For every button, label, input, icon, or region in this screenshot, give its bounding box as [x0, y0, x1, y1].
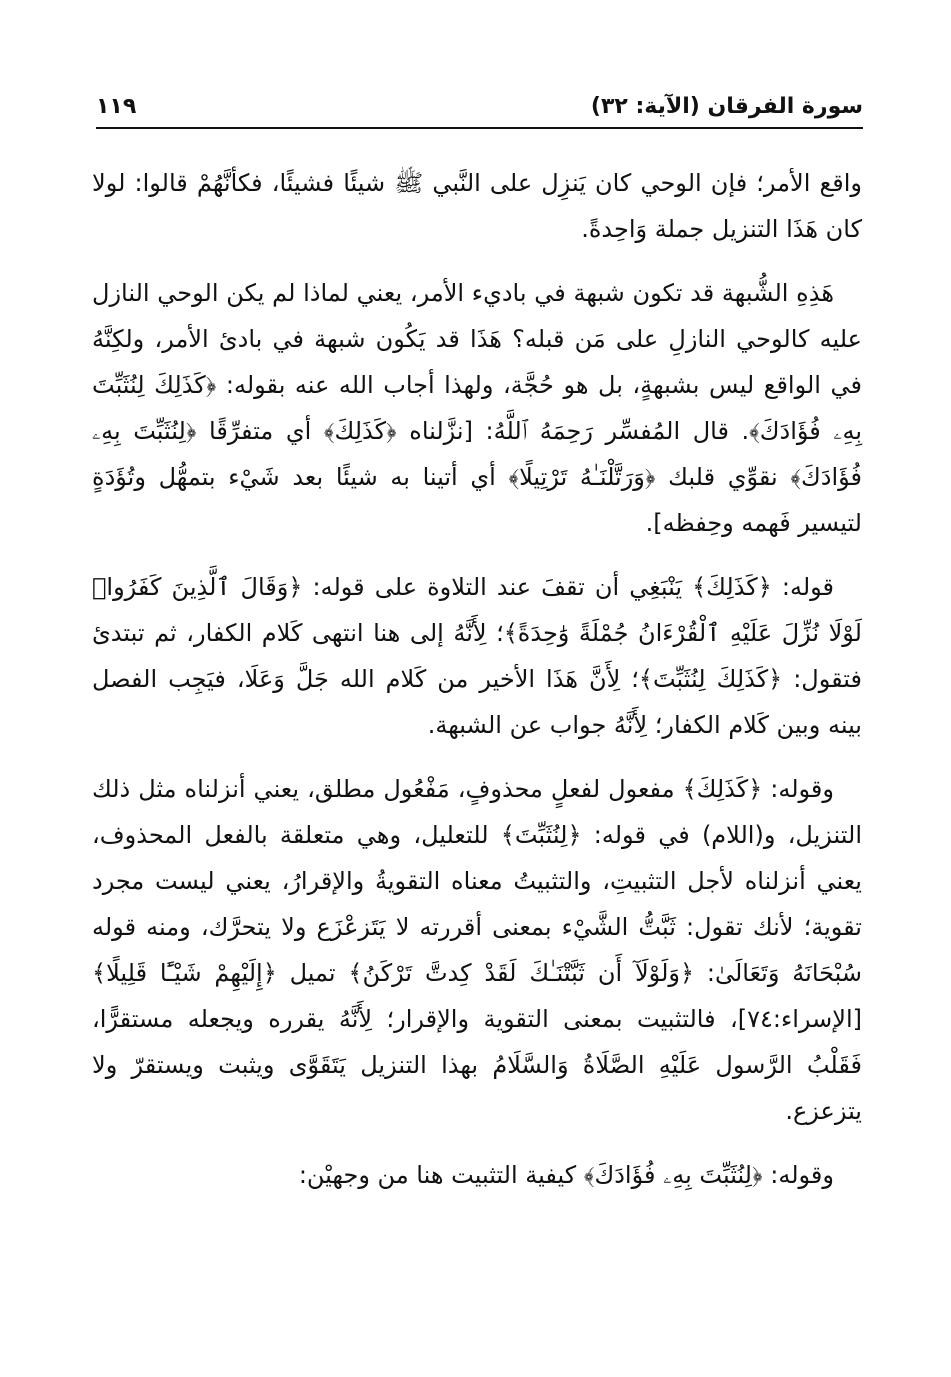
- paragraph-1: واقع الأمر؛ فإن الوحي كان يَنزِل على النَّبي ﷺ شيئًا فشيئًا، فكأنَّهُمْ قالوا: لولا كان هَذَا التنزيل جملة وَاحِدةً.: [92, 169, 862, 243]
- page-body: [92, 160, 862, 1198]
- paragraph-5: وقوله: ﴿لِنُثَبِّتَ بِهِۦ فُؤَادَكَ﴾ كيفية التثبيت هنا من وجهيْن:: [298, 1161, 834, 1189]
- header-divider: [96, 127, 863, 129]
- paragraph-3: قوله: ﴿كَذَلِكَ﴾ يَنْبَغِي أن تقفَ عند التلاوة على قوله: ﴿وَقَالَ ٱلَّذِينَ كَفَرُوا۟ لَوْلَا نُزِّلَ عَلَيْهِ ٱلْقُرْءَانُ جُمْلَةً وَٰحِدَةً﴾؛ لِأَنَّهُ إلى هنا انتهى كَلام الكفار، ثم تبتدئ فتقول: ﴿كَذَلِكَ لِنُثَبِّتَ﴾؛ لِأَنَّ هَذَا الأخير من كَلام الله جَلَّ وَعَلَا، فيَجِب الفصل بينه وبين كَلام الكفار؛ لِأَنَّهُ جواب عن الشبهة.: [92, 573, 862, 739]
- page-number: ١١٩: [96, 94, 137, 119]
- running-title: سورة الفرقان (الآية: ٣٢): [590, 94, 863, 119]
- paragraph-2: هَذِهِ الشُّبهة قد تكون شبهة في باديء الأمر، يعني لماذا لم يكن الوحي النازل عليه كالوحي النازلِ على مَن قبله؟ هَذَا قد يَكُون شبهة في بادئ الأمر، ولكِنَّهُ في الواقع ليس بشبهةٍ، بل هو حُجَّة، ولهذا أجاب الله عنه بقوله: ﴿كَذَلِكَ لِنُثَبِّتَ بِهِۦ فُؤَادَكَ﴾. قال المُفسِّر رَحِمَهُ ٱللَّهُ: [نزَّلناه ﴿كَذَلِكَ﴾ أي متفرِّقًا ﴿لِنُثَبِّتَ بِهِۦ فُؤَادَكَ﴾ نقوِّي قلبك ﴿وَرَتَّلْنَـٰهُ تَرْتِيلًا﴾ أي أتينا به شيئًا بعد شَيْء بتمهُّل وتُؤَدَةٍ لتيسير فَهمه وحِفظه].: [92, 279, 862, 537]
- page-header: [96, 88, 863, 128]
- paragraph-4: وقوله: ﴿كَذَلِكَ﴾ مفعول لفعلٍ محذوفٍ، مَفْعُول مطلق، يعني أنزلناه مثل ذلك التنزيل، و(اللام) في قوله: ﴿لِنُثَبِّتَ﴾ للتعليل، وهي متعلقة بالفعل المحذوف، يعني أنزلناه لأجل التثبيتِ، والتثبيتُ معناه التقويةُ والإقرارُ، يعني ليست مجرد تقوية؛ لأنك تقول: ثَبَّتُّ الشَّيْء بمعنى أقررته لا يَتَزعْزَع ولا يتحرَّك، ومنه قوله سُبْحَانَهُ وَتَعَالَىٰ: ﴿وَلَوْلَآ أَن ثَبَّتْنَـٰكَ لَقَدْ كِدتَّ تَرْكَنُ﴾ تميل ﴿إِلَيْهِمْ شَيْـًٔا قَلِيلًا﴾ [الإسراء:٧٤]، فالتثبيت بمعنى التقوية والإقرار؛ لِأَنَّهُ يقرره ويجعله مستقرًّا، فَقَلْبُ الرَّسول عَلَيْهِ الصَّلَاةُ وَالسَّلَامُ بهذا التنزيل يَتَقَوَّى ويثبت ويستقرّ ولا يتزعزع.: [92, 775, 862, 1125]
